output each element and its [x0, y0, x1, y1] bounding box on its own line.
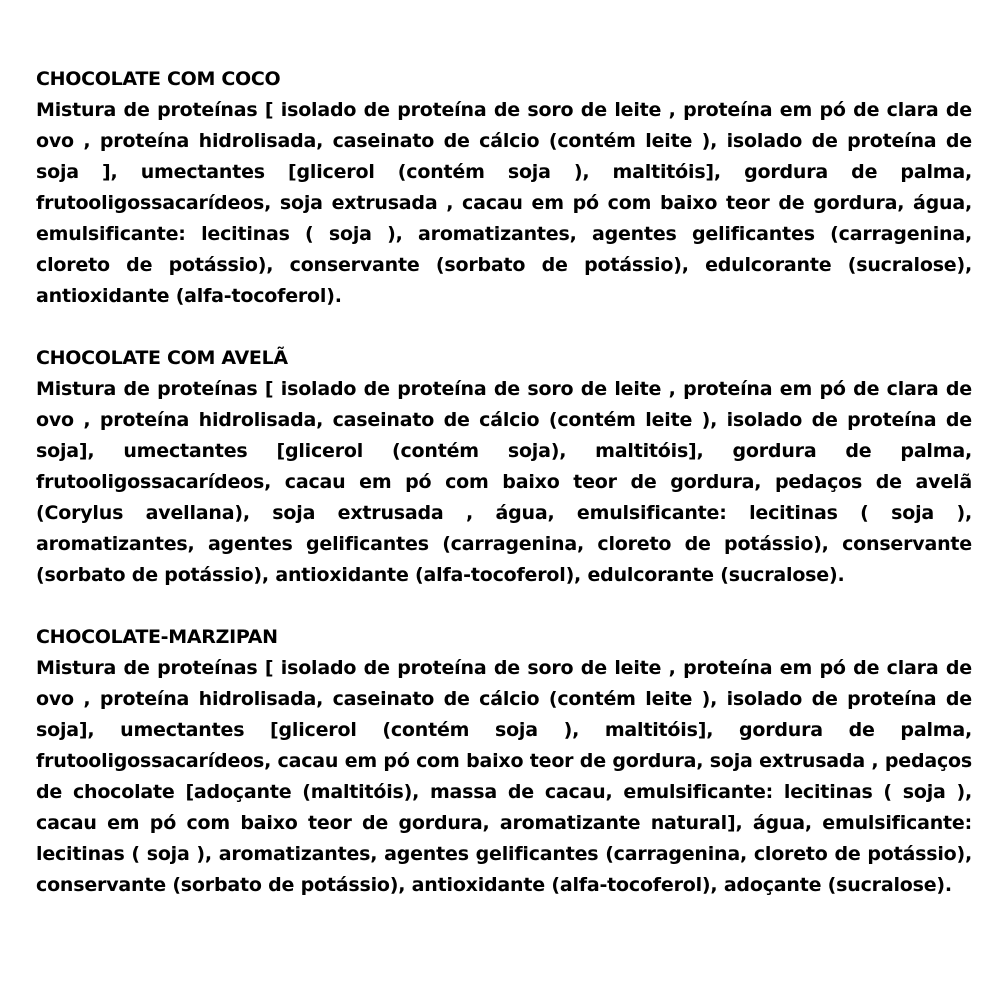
section-chocolate-marzipan: [36, 622, 972, 901]
ingredients-text: Mistura de proteínas [ isolado de proteína de soro de leite , proteína em pó de clara de ovo , proteína hidrolisada, caseinato de cálcio (contém leite ), isolado de proteína de soja ], umectantes [glicerol (contém soja ), maltitóis], gordura de palma, frutooligossacarídeos, soja extrusada , cacau em pó com baixo teor de gordura, água, emulsificante: lecitinas ( soja ), aromatizantes, agentes gelificantes (carragenina, cloreto de potássio), conservante (sorbato de potássio), edulcorante (sucralose), antioxidante (alfa-tocoferol).: [36, 99, 972, 307]
flavor-title: CHOCOLATE-MARZIPAN: [36, 626, 278, 648]
ingredients-text: Mistura de proteínas [ isolado de proteína de soro de leite , proteína em pó de clara de ovo , proteína hidrolisada, caseinato de cálcio (contém leite ), isolado de proteína de soja], umectantes [glicerol (contém soja), maltitóis], gordura de palma, frutooligossacarídeos, cacau em pó com baixo teor de gordura, pedaços de avelã (Corylus avellana), soja extrusada , água, emulsificante: lecitinas ( soja ), aromatizantes, agentes gelificantes (carragenina, cloreto de potássio), conservante (sorbato de potássio), antioxidante (alfa-tocoferol), edulcorante (sucralose).: [36, 378, 972, 586]
ingredients-document: [36, 64, 972, 932]
section-chocolate-com-coco: [36, 64, 972, 312]
ingredients-text: Mistura de proteínas [ isolado de proteína de soro de leite , proteína em pó de clara de ovo , proteína hidrolisada, caseinato de cálcio (contém leite ), isolado de proteína de soja], umectantes [glicerol (contém soja ), maltitóis], gordura de palma, frutooligossacarídeos, cacau em pó com baixo teor de gordura, soja extrusada , pedaços de chocolate [adoçante (maltitóis), massa de cacau, emulsificante: lecitinas ( soja ), cacau em pó com baixo teor de gordura, aromatizante natural], água, emulsificante: lecitinas ( soja ), aromatizantes, agentes gelificantes (carragenina, cloreto de potássio), conservante (sorbato de potássio), antioxidante (alfa-tocoferol), adoçante (sucralose).: [36, 657, 972, 896]
section-chocolate-com-avela: [36, 343, 972, 591]
flavor-title: CHOCOLATE COM AVELÃ: [36, 347, 288, 369]
flavor-title: CHOCOLATE COM COCO: [36, 68, 281, 90]
